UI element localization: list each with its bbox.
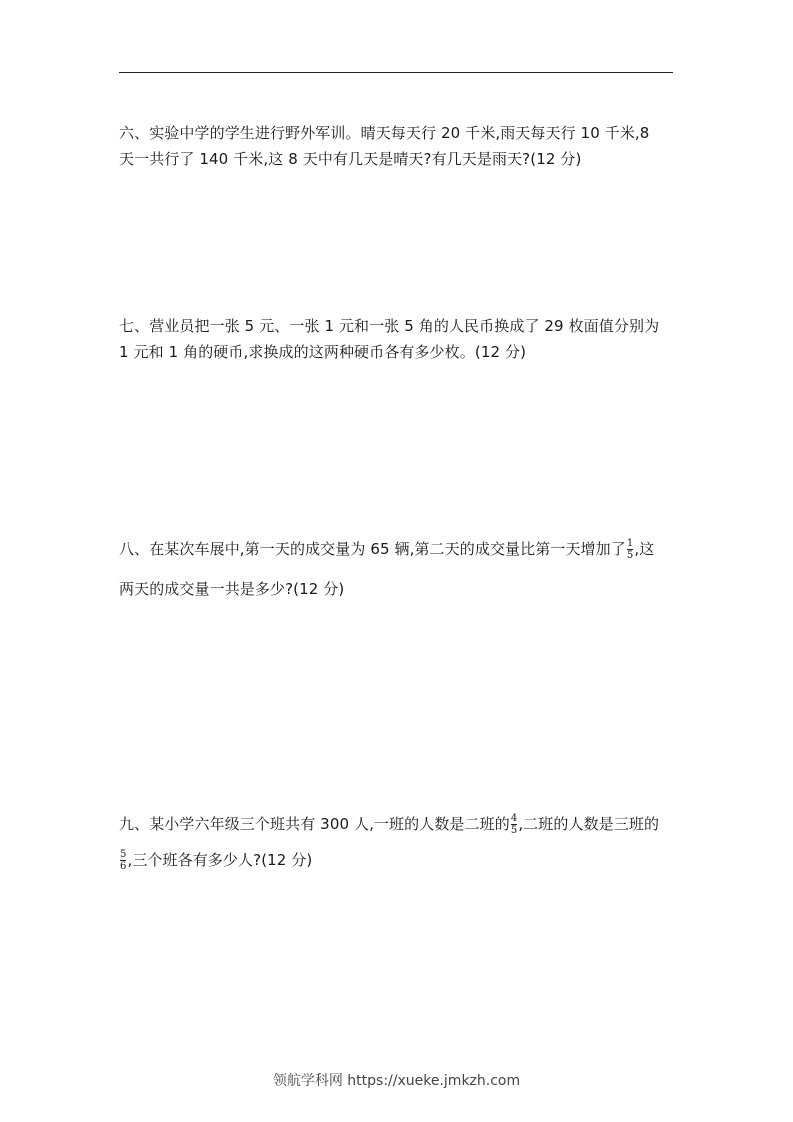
question-8-line-1 <box>119 536 675 562</box>
question-9-line-1 <box>119 811 675 837</box>
header-rule <box>119 72 673 73</box>
question-7-line-1: 七、营业员把一张 5 元、一张 1 元和一张 5 角的人民币换成了 29 枚面值分别为 <box>119 317 660 335</box>
fraction-numerator: 1 <box>626 537 634 549</box>
question-8-text-b: ,这 <box>634 540 655 558</box>
question-9-text-a: 九、某小学六年级三个班共有 300 人,一班的人数是二班的 <box>119 815 510 833</box>
fraction-one-fifth <box>627 539 633 561</box>
question-8-text-a: 八、在某次车展中,第一天的成交量为 65 辆,第二天的成交量比第一天增加了 <box>119 540 626 558</box>
fraction-numerator: 4 <box>510 812 518 824</box>
question-6-line-2: 天一共行了 140 千米,这 8 天中有几天是晴天?有几天是雨天?(12 分) <box>119 150 582 168</box>
question-7-line-2: 1 元和 1 角的硬币,求换成的这两种硬币各有多少枚。(12 分) <box>119 343 527 361</box>
footer-watermark: 领航学科网 https://xueke.jmkzh.com <box>272 1073 521 1089</box>
question-9-text-c: ,三个班各有多少人?(12 分) <box>127 851 313 869</box>
question-9-text-b: ,二班的人数是三班的 <box>518 815 660 833</box>
question-8-line-2: 两天的成交量一共是多少?(12 分) <box>119 580 345 598</box>
fraction-four-fifths <box>511 814 517 836</box>
question-9 <box>119 811 675 873</box>
fraction-numerator: 5 <box>120 848 127 860</box>
question-9-line-2 <box>119 847 675 873</box>
question-7 <box>119 313 675 365</box>
question-6-line-1: 六、实验中学的学生进行野外军训。晴天每天行 20 千米,雨天每天行 10 千米,8 <box>119 124 650 142</box>
fraction-denominator: 5 <box>510 824 518 836</box>
fraction-five-sixths <box>120 850 126 872</box>
question-6 <box>119 120 675 172</box>
question-8 <box>119 536 675 602</box>
fraction-denominator: 5 <box>626 549 634 561</box>
fraction-denominator: 6 <box>120 860 127 872</box>
